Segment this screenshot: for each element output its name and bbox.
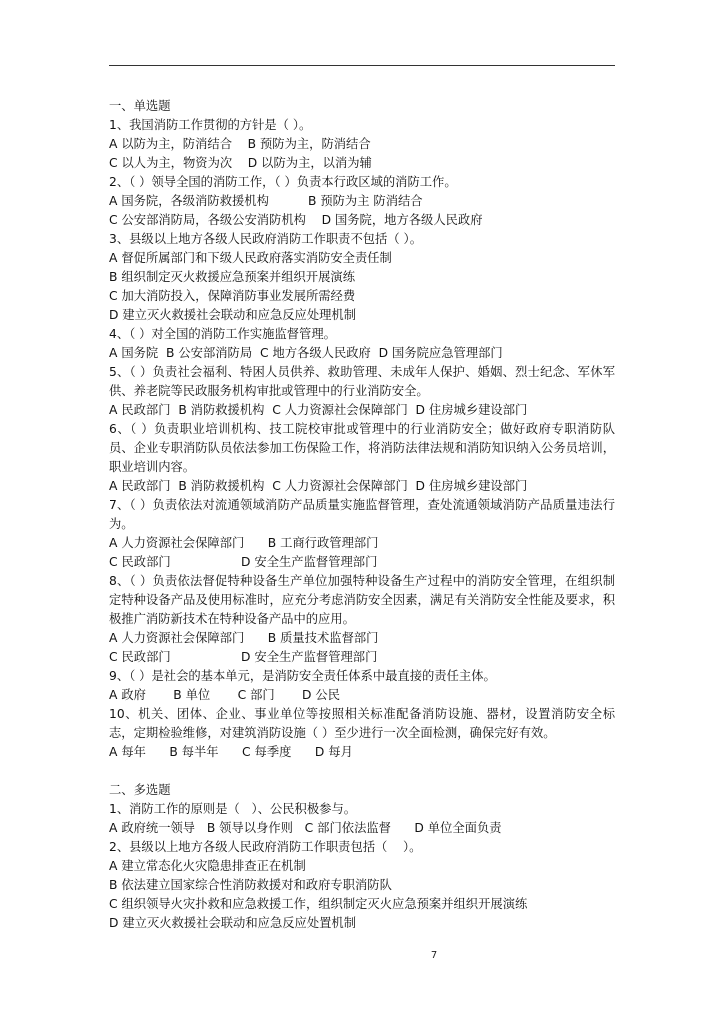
question-stem: 4、（ ）对全国的消防工作实施监督管理。 bbox=[109, 327, 336, 341]
header-rule bbox=[109, 65, 615, 66]
question-1-2 bbox=[109, 173, 615, 230]
question-stem: 9、（ ）是社会的基本单元，是消防安全责任体系中最直接的责任主体。 bbox=[109, 669, 496, 683]
question-stem: 2、县级以上地方各级人民政府消防工作职责包括（ ）。 bbox=[109, 840, 422, 854]
question-1-3 bbox=[109, 230, 615, 325]
question-stem: 3、县级以上地方各级人民政府消防工作职责不包括（ ）。 bbox=[109, 232, 423, 246]
question-1-4 bbox=[109, 325, 615, 363]
option-line: D 建立灭火救援社会联动和应急反应处理机制 bbox=[109, 308, 357, 322]
option-line: A 政府统一领导 B 领导以身作则 C 部门依法监督 D 单位全面负责 bbox=[109, 821, 502, 835]
option-line: A 人力资源社会保障部门 B 质量技术监督部门 bbox=[109, 631, 379, 645]
option-line: A 民政部门 B 消防救援机构 C 人力资源社会保障部门 D 住房城乡建设部门 bbox=[109, 403, 528, 417]
question-stem: 6、（ ）负责职业培训机构、技工院校审批或管理中的行业消防安全；做好政府专职消防队员、企业专职消防队员依法参加工伤保险工作，将消防法律法规和消防知识纳入公务员培训，职业培训内容。 bbox=[109, 422, 615, 474]
question-stem: 1、我国消防工作贯彻的方针是（ ）。 bbox=[109, 118, 312, 132]
option-line: C 公安部消防局，各级公安消防机构 D 国务院，地方各级人民政府 bbox=[109, 213, 483, 227]
question-2-2 bbox=[109, 838, 615, 933]
question-1-1 bbox=[109, 116, 615, 173]
option-line: C 组织领导火灾扑救和应急救援工作，组织制定灭火应急预案并组织开展演练 bbox=[109, 897, 528, 911]
section-title: 二、多选题 bbox=[109, 783, 171, 797]
question-1-9 bbox=[109, 667, 615, 705]
option-line: A 民政部门 B 消防救援机构 C 人力资源社会保障部门 D 住房城乡建设部门 bbox=[109, 479, 528, 493]
question-stem: 5、（ ）负责社会福利、特困人员供养、救助管理、未成年人保护、婚姻、烈士纪念、军休军供、养老院等民政服务机构审批或管理中的行业消防安全。 bbox=[109, 365, 615, 398]
question-1-6 bbox=[109, 420, 615, 496]
question-2-1 bbox=[109, 800, 615, 838]
question-stem: 8、（ ）负责依法督促特种设备生产单位加强特种设备生产过程中的消防安全管理，在组织制定特种设备产品及使用标准时，应充分考虑消防安全因素，满足有关消防安全性能及要求，积极推广消防新技术在特种设备产品中的应用。 bbox=[109, 574, 615, 626]
option-line: A 人力资源社会保障部门 B 工商行政管理部门 bbox=[109, 536, 379, 550]
page-number: 7 bbox=[430, 950, 438, 961]
option-line: A 以防为主，防消结合 B 预防为主，防消结合 bbox=[109, 137, 371, 151]
option-line: A 国务院 B 公安部消防局 C 地方各级人民政府 D 国务院应急管理部门 bbox=[109, 346, 503, 360]
question-stem: 10、机关、团体、企业、事业单位等按照相关标准配备消防设施、器材，设置消防安全标志，定期检验维修，对建筑消防设施（ ）至少进行一次全面检测，确保完好有效。 bbox=[109, 707, 615, 740]
section-spacer bbox=[109, 762, 615, 781]
option-line: C 民政部门 D 安全生产监督管理部门 bbox=[109, 650, 378, 664]
question-stem: 7、（ ）负责依法对流通领域消防产品质量实施监督管理，查处流通领域消防产品质量违法行为。 bbox=[109, 498, 615, 531]
option-line: C 民政部门 D 安全生产监督管理部门 bbox=[109, 555, 378, 569]
question-stem: 1、消防工作的原则是（ ）、公民积极参与。 bbox=[109, 802, 357, 816]
option-line: A 国务院，各级消防救援机构 B 预防为主 防消结合 bbox=[109, 194, 423, 208]
question-1-7 bbox=[109, 496, 615, 572]
document-body bbox=[109, 97, 615, 933]
question-1-8 bbox=[109, 572, 615, 667]
option-line: B 组织制定灭火救援应急预案并组织开展演练 bbox=[109, 270, 355, 284]
question-stem: 2、（ ）领导全国的消防工作，（ ）负责本行政区域的消防工作。 bbox=[109, 175, 457, 189]
question-1-5 bbox=[109, 363, 615, 420]
option-line: C 加大消防投入，保障消防事业发展所需经费 bbox=[109, 289, 356, 303]
option-line: A 督促所属部门和下级人民政府落实消防安全责任制 bbox=[109, 251, 392, 265]
option-line: C 以人为主，物资为次 D 以防为主，以消为辅 bbox=[109, 156, 372, 170]
option-line: A 政府 B 单位 C 部门 D 公民 bbox=[109, 688, 340, 702]
option-line: D 建立灭火救援社会联动和应急反应处置机制 bbox=[109, 916, 357, 930]
section-title: 一、单选题 bbox=[109, 99, 171, 113]
option-line: B 依法建立国家综合性消防救援对和政府专职消防队 bbox=[109, 878, 392, 892]
option-line: A 每年 B 每半年 C 每季度 D 每月 bbox=[109, 745, 353, 759]
option-line: A 建立常态化火灾隐患排查正在机制 bbox=[109, 859, 306, 873]
question-1-10 bbox=[109, 705, 615, 762]
